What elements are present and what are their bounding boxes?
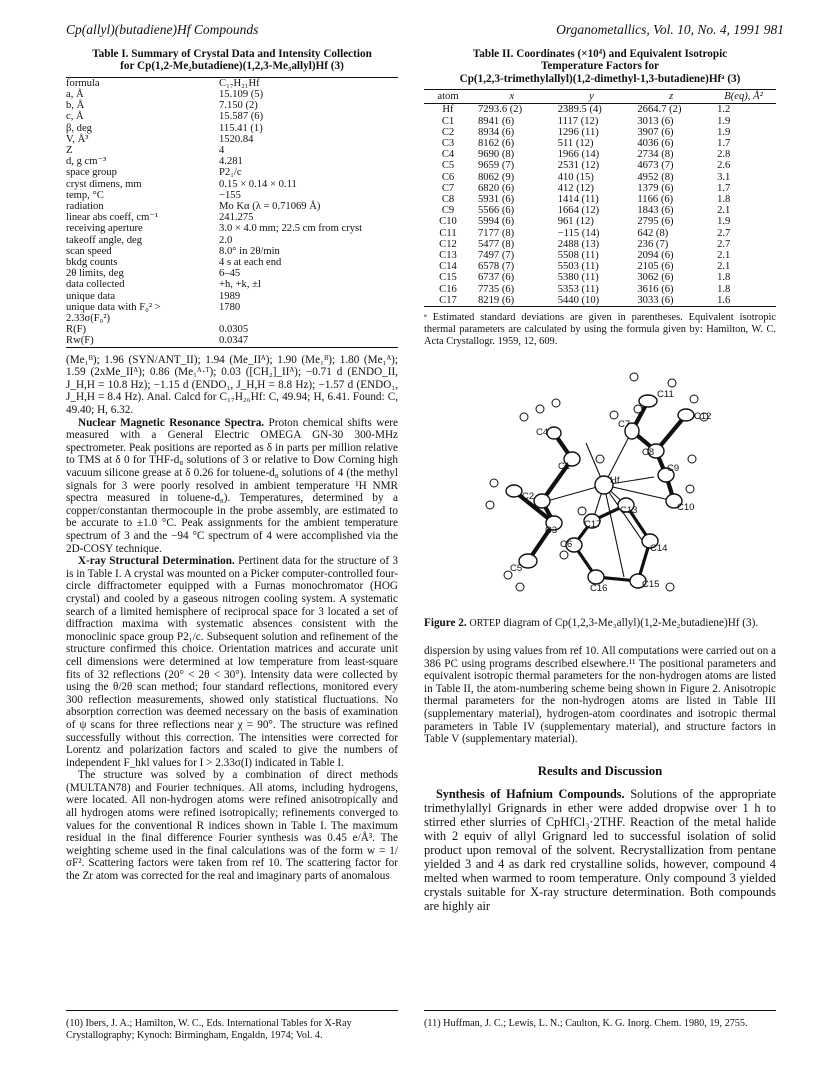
table2-beq: 2.7 xyxy=(717,227,731,239)
atom-label-c17: C17 xyxy=(584,519,602,531)
table1-row xyxy=(66,89,398,100)
table2-x: 8941 (6) xyxy=(478,115,515,127)
table2-x: 9659 (7) xyxy=(478,160,515,172)
table2-caption-line1: Table II. Coordinates (×10⁴) and Equivalent Isotropic xyxy=(472,48,728,60)
table1-value: 4.281 xyxy=(219,156,243,168)
figure2-caption-text: diagram of Cp(1,2,3-Me₃allyl)(1,2-Me₂butadiene)Hf (3). xyxy=(503,617,759,630)
table2-row xyxy=(424,228,776,239)
table2-beq: 1.8 xyxy=(717,283,731,295)
xray-heading: X-ray Structural Determination. xyxy=(78,555,235,568)
table1-row xyxy=(66,246,398,257)
table2-x: 7293.6 (2) xyxy=(478,104,523,116)
table2-caption-line2: Temperature Factors for xyxy=(540,60,660,73)
table2-y: 1296 (11) xyxy=(557,126,599,138)
table1-label: a, Å xyxy=(66,89,84,101)
table1-caption-line1: Table I. Summary of Crystal Data and Intensity Collection xyxy=(92,48,372,60)
table2-z: 4952 (8) xyxy=(637,171,674,183)
table2-atom: C8 xyxy=(441,194,455,206)
table2-x: 7177 (8) xyxy=(478,227,515,239)
synthesis-body: Solutions of the appropriate trimethylallyl Grignards in ether were added dropwise over 1 h to stirred ether slurries of CpHfCl₃·2THF. Reaction of the metal halide with 2 equiv of allyl Grignard led to successful isolation of solid product upon removal of the solvent. Recrystallization from pentane yielded 3 and 4 as dark red crystalline solids, however, compound 4 melted when warmed to room temperature. Only compound 3 yielded crystals suitable for X-ray structure determination. Both compounds are highly air xyxy=(424,786,776,913)
table1-row xyxy=(66,235,398,246)
table2-atom: C4 xyxy=(441,149,455,161)
table2-beq: 1.9 xyxy=(717,126,731,138)
table1-row xyxy=(66,324,398,335)
table2-z: 642 (8) xyxy=(637,227,669,239)
table1-row xyxy=(66,179,398,190)
table2-atom: C3 xyxy=(441,138,455,150)
table2-x: 7735 (6) xyxy=(478,283,515,295)
table1-row xyxy=(66,268,398,279)
table1-row xyxy=(66,257,398,268)
table1-label: 2θ limits, deg xyxy=(66,268,124,280)
table2-x: 8934 (6) xyxy=(478,126,515,138)
table2-caption-line3: Cp(1,2,3-trimethylallyl)(1,2-dimethyl-1,3-butadiene)Hfᵃ (3) xyxy=(459,72,741,85)
table2-beq: 2.1 xyxy=(717,205,731,217)
table2-atom: C2 xyxy=(441,126,455,138)
table2-y: 1664 (12) xyxy=(557,205,600,217)
table2-header-y: y xyxy=(552,90,632,104)
table2-row xyxy=(424,172,776,183)
table1-row xyxy=(66,167,398,178)
atom-label-c4: C4 xyxy=(536,427,549,439)
table1-label: R(F) xyxy=(66,324,87,336)
table2-y: 1966 (14) xyxy=(557,149,600,161)
table1-value: 0.0347 xyxy=(219,335,249,347)
atom-label-c5: C5 xyxy=(510,563,523,575)
table2-x: 8062 (9) xyxy=(478,171,515,183)
dispersion-paragraph: dispersion by using values from ref 10. All computations were carried out on a 386 PC using programs described elsewhere.¹¹ The positional parameters and equivalent isotropic thermal parameters for the non-hydrogen atoms are listed in Table II, the atom-numbering scheme being shown in Figure 2. Anisotropic thermal parameters for the non-hydrogen atoms are listed in Table III (supplementary material), hydrogen-atom coordinates and isotropic thermal parameters in Table IV (supplementary material), and structure factors in Table V (supplementary material). xyxy=(424,645,776,746)
table1-row xyxy=(66,77,398,89)
table2-y: 1414 (11) xyxy=(557,194,599,206)
table2-atom: C17 xyxy=(439,294,457,306)
table2-row xyxy=(424,183,776,194)
atom-label-c8: C8 xyxy=(642,447,655,459)
table2-row xyxy=(424,149,776,160)
table1-row xyxy=(66,134,398,145)
table2-z: 3616 (6) xyxy=(637,283,674,295)
table2-beq: 3.1 xyxy=(717,171,731,183)
table1-value: 15.109 (5) xyxy=(219,89,264,101)
table2-header-beq: B(eq), Å² xyxy=(711,90,776,104)
table1-row xyxy=(66,201,398,212)
table2-y: 961 (12) xyxy=(557,216,594,228)
atom-label-c7: C7 xyxy=(618,419,631,431)
table2-z: 4036 (6) xyxy=(637,138,674,150)
table2-x: 9690 (8) xyxy=(478,149,515,161)
table2-beq: 1.6 xyxy=(717,294,731,306)
table2-y: 410 (15) xyxy=(557,171,594,183)
table2-y: 5440 (10) xyxy=(557,294,600,306)
table1-label: β, deg xyxy=(66,122,92,134)
table2-row xyxy=(424,250,776,261)
nmr-paragraph xyxy=(66,417,398,556)
table1-row xyxy=(66,190,398,201)
table1-caption xyxy=(66,48,398,73)
table2-z: 4673 (7) xyxy=(637,160,674,172)
table2-beq: 1.7 xyxy=(717,138,731,150)
table1-value: 0.15 × 0.14 × 0.11 xyxy=(219,178,297,190)
table1-label: Z xyxy=(66,145,73,157)
right-column xyxy=(424,48,776,913)
table1-value: 7.150 (2) xyxy=(219,100,258,112)
table1-row xyxy=(66,302,398,313)
table2-header-atom: atom xyxy=(424,90,472,104)
table2-atom: C9 xyxy=(441,205,455,217)
atom-label-c12: C12 xyxy=(694,411,712,423)
nmr-body: Proton chemical shifts were measured with a General Electric OMEGA GN-30 300-MHz spectrometer. Peak positions are reported as δ in parts per million relative to TMS at δ 0 for THF-d₈ solutions of 3 or relative to Dow Corning high vacuum silicone grease at δ 0.26 for toluene-d₈ solutions of 4 (the methyl signals for 3 were poorly resolved in ambient temperature ¹H NMR spectra measured in toluene-d₈). Temperatures, determined by a copper/constantan thermocouple in the probe assembly, are estimated to be accurate to ±1.0 °C. Peak assignments for the ambient temperature spectrum of 3 and the −94 °C spectrum of 4 were accomplished via the 2D-COSY technique. xyxy=(66,416,398,555)
table2-x: 8162 (6) xyxy=(478,138,515,150)
table1-row xyxy=(66,123,398,134)
table2-y: 2389.5 (4) xyxy=(557,104,602,116)
table2-footnote: ᵃ Estimated standard deviations are given in parentheses. Equivalent isotropic thermal parameters are calculated by using the formula given by: Hamilton, W. C. Acta Crystallogr. 1959, 12, 609. xyxy=(424,312,776,347)
table2-y: 5380 (11) xyxy=(557,272,599,284)
table2-y: 1117 (12) xyxy=(557,115,599,127)
table2-x: 6820 (6) xyxy=(478,182,515,194)
table2-beq: 2.8 xyxy=(717,149,731,161)
figure2-caption xyxy=(424,617,776,631)
table1-label: takeoff angle, deg xyxy=(66,234,142,246)
footnote-rule-right xyxy=(424,1010,776,1011)
atom-label-hf: Hf xyxy=(610,475,620,487)
table2-x: 5994 (6) xyxy=(478,216,515,228)
table2-caption xyxy=(424,48,776,85)
table1-value: 3.0 × 4.0 mm; 22.5 cm from cryst xyxy=(219,223,363,235)
table2-atom: Hf xyxy=(442,104,454,116)
table1-value: 8.0° in 2θ/min xyxy=(219,245,280,257)
table1-row xyxy=(66,100,398,111)
table1-caption-line2: for Cp(1,2-Me₂butadiene)(1,2,3-Me₃allyl)Hf (3) xyxy=(120,60,344,73)
table2-x: 8219 (6) xyxy=(478,294,515,306)
table2-z: 2734 (8) xyxy=(637,149,674,161)
table1-label: data collected xyxy=(66,279,125,291)
table1-label: b, Å xyxy=(66,100,85,112)
atom-label-c1: C1 xyxy=(558,461,571,473)
table1-value: +h, +k, ±l xyxy=(219,279,261,291)
table1-value: P2₁/c xyxy=(219,167,242,179)
table2-row xyxy=(424,216,776,227)
table2-header-z: z xyxy=(631,90,711,104)
table1-value: 1780 xyxy=(219,301,241,313)
table1-value: 6–45 xyxy=(219,268,241,280)
table1-label: radiation xyxy=(66,201,104,213)
table2-y: 2488 (13) xyxy=(557,238,600,250)
table2-atom: C6 xyxy=(441,171,455,183)
table2-row xyxy=(424,127,776,138)
table2-beq: 1.9 xyxy=(717,216,731,228)
table2-row xyxy=(424,295,776,307)
table2-atom: C12 xyxy=(439,238,457,250)
table2-row xyxy=(424,239,776,250)
table1-crystal-data xyxy=(66,77,398,348)
table1-value: Mo Kα (λ = 0.71069 Å) xyxy=(219,201,321,213)
table1-label: 2.33σ(F₀²) xyxy=(66,313,111,325)
table2-atom: C13 xyxy=(439,250,457,262)
table1-value: 241.275 xyxy=(219,212,254,224)
running-header-left: Cp(allyl)(butadiene)Hf Compounds xyxy=(66,22,259,37)
table2-row xyxy=(424,261,776,272)
nmr-heading: Nuclear Magnetic Resonance Spectra. xyxy=(78,416,265,429)
table1-label: V, Å³ xyxy=(66,133,89,145)
table2-z: 2795 (6) xyxy=(637,216,674,228)
table2-z: 2664.7 (2) xyxy=(637,104,682,116)
table2-z: 1379 (6) xyxy=(637,182,674,194)
table2-z: 236 (7) xyxy=(637,238,669,250)
table2-y: 5503 (11) xyxy=(557,261,599,273)
table2-x: 5477 (8) xyxy=(478,238,515,250)
table2-beq: 2.1 xyxy=(717,261,731,273)
table2-y: 5508 (11) xyxy=(557,250,599,262)
table2-header-x: x xyxy=(472,90,552,104)
xray-body: Pertinent data for the structure of 3 is in Table I. A crystal was mounted on a Picker computer-controlled four-circle diffractometer equipped with a Furnas monochromator (HOG crystal) and cooled by a gaseous nitrogen cooling system. A systematic search of a limited hemisphere of reciprocal space for 3 located a set of diffraction maxima with systematic absences consistent with the monoclinic space group P2₁/c. Subsequent solution and refinement of the structure confirmed this choice. Orientation matrices and accurate unit cell dimensions were determined at low temperature from least-square fits of 32 reflections (20° < 2θ < 30°). Intensity data were collected by using the θ/2θ scan method; four standard reflections, monitored every 300 reflection measurements, showed only statistical fluctuations. No absorption correction was deemed necessary on the basis of examination of ψ scans for three reflections near χ = 90°. The structure was refined successfully without this correction. The intensities were corrected for Lorentz and polarization factors and scaled to give the numbers of independent F_hkl values for I > 2.33σ(I) indicated in Table I. xyxy=(66,555,398,769)
synthesis-paragraph xyxy=(424,787,776,913)
table1-value: 115.41 (1) xyxy=(219,122,263,134)
atom-label-c14: C14 xyxy=(650,543,668,555)
table1-row xyxy=(66,279,398,290)
table1-value: 4 xyxy=(219,145,225,157)
table2-row xyxy=(424,205,776,216)
table2-x: 6737 (6) xyxy=(478,272,515,284)
table1-value: 1989 xyxy=(219,290,241,302)
atom-label-c15: C15 xyxy=(642,579,660,591)
table2-beq: 1.8 xyxy=(717,272,731,284)
table2-beq: 1.2 xyxy=(717,104,731,116)
table2-x: 7497 (7) xyxy=(478,250,515,262)
section-heading-results: Results and Discussion xyxy=(537,763,663,778)
table1-value: 15.587 (6) xyxy=(219,111,264,123)
table1-label: unique data xyxy=(66,290,116,302)
table2-beq: 2.1 xyxy=(717,250,731,262)
table2-y: 412 (12) xyxy=(557,182,594,194)
atom-label-c3: C3 xyxy=(545,525,558,537)
footnote-10: (10) Ibers, J. A.; Hamilton, W. C., Eds. International Tables for X-Ray Crystallography; Kynoch: Birmingham, Engaldn, 1974; Vol. 4. xyxy=(66,1018,352,1041)
table1-label: Rw(F) xyxy=(66,335,94,347)
table1-label: temp, °C xyxy=(66,189,104,201)
table2-x: 6578 (7) xyxy=(478,261,515,273)
table1-label: scan speed xyxy=(66,245,112,257)
table2-atom: C10 xyxy=(439,216,457,228)
table2-row xyxy=(424,272,776,283)
table1-row xyxy=(66,313,398,324)
table2-x: 5566 (6) xyxy=(478,205,515,217)
table2-atom: C14 xyxy=(439,261,457,273)
table1-label: bkdg counts xyxy=(66,257,118,269)
atom-label-c10: C10 xyxy=(677,502,695,514)
table1-label: c, Å xyxy=(66,111,84,123)
table2-atom: C15 xyxy=(439,272,457,284)
table1-value: 4 s at each end xyxy=(219,257,282,269)
table1-row xyxy=(66,156,398,167)
table1-value: 2.0 xyxy=(219,234,233,246)
ortep-diagram xyxy=(424,355,776,617)
table2-z: 3907 (6) xyxy=(637,126,674,138)
running-header-right: Organometallics, Vol. 10, No. 4, 1991 981 xyxy=(556,22,784,37)
table2-atom: C1 xyxy=(441,115,455,127)
atom-label-c6: C6 xyxy=(560,539,573,551)
table2-beq: 2.7 xyxy=(717,238,731,250)
table2-row xyxy=(424,284,776,295)
table1-label: unique data with F₀² > xyxy=(66,301,161,313)
table2-atom: C11 xyxy=(439,227,457,239)
table2-row xyxy=(424,104,776,116)
table1-label: space group xyxy=(66,167,117,179)
table1-label: receiving aperture xyxy=(66,223,143,235)
footnote-rule-left xyxy=(66,1010,398,1011)
table2-beq: 1.8 xyxy=(717,194,731,206)
table1-value: C₁₇H₂₁Hf xyxy=(219,77,260,89)
atom-label-c16: C16 xyxy=(590,583,608,595)
table1-row xyxy=(66,335,398,347)
atom-label-c9: C9 xyxy=(667,463,680,475)
table2-z: 3013 (6) xyxy=(637,115,674,127)
table2-row xyxy=(424,138,776,149)
table2-y: 511 (12) xyxy=(557,138,594,150)
left-column xyxy=(66,48,398,883)
atom-label-c2: C2 xyxy=(522,491,535,503)
table1-value: 1520.84 xyxy=(219,133,254,145)
table1-value: −155 xyxy=(219,189,241,201)
footnote-11: (11) Huffman, J. C.; Lewis, L. N.; Caulton, K. G. Inorg. Chem. 1980, 19, 2755. xyxy=(424,1018,748,1029)
nmr-data-paragraph: (Me₁ᴮ); 1.96 (SYN/ANT_II); 1.94 (Me_IIᴬ); 1.90 (Me₁ᴮ); 1.80 (Me₁ᴬ); 1.59 (2xMe_IIᴬ); 0.86 (Me₁ᴬ·ᵀ); 0.03 ([CH₂]_IIᴬ); −0.71 d (ENDO_II, J_H,H = 10.8 Hz); −1.15 d (ENDO₁, J_H,H = 8.8 Hz); −1.57 d (ENDO₁, J_H,H = 8.4 Hz). Anal. Calcd for C₁₇H₂₆Hf: C, 49.94; H, 6.41. Found: C, 49.40; H, 6.32. xyxy=(66,353,398,417)
table1-label: formula xyxy=(66,77,100,89)
figure2-ortep xyxy=(424,355,776,617)
table2-atom: C16 xyxy=(439,283,457,295)
table1-row xyxy=(66,291,398,302)
table2-y: 5353 (11) xyxy=(557,283,599,295)
table2-atom: C5 xyxy=(441,160,455,172)
table2-row xyxy=(424,194,776,205)
synthesis-heading: Synthesis of Hafnium Compounds. xyxy=(436,786,625,801)
atom-label-c13: C13 xyxy=(620,505,638,517)
table1-label: d, g cm⁻³ xyxy=(66,156,107,168)
table2-beq: 2.6 xyxy=(717,160,731,172)
table2-y: −115 (14) xyxy=(557,227,600,239)
table2-beq: 1.9 xyxy=(717,115,731,127)
table2-coordinates xyxy=(424,89,776,307)
solution-paragraph: The structure was solved by a combination of direct methods (MULTAN78) and Fourier techniques. All atoms, including hydrogens, were located. All non-hydrogen atoms were refined anisotropically and all hydrogen atoms were refined isotropically; refinements converged to values for the conventional R indices shown in Table I. The maximum residual in the final difference Fourier synthesis was 0.45 e/Å³. The weighting scheme used in the final calculations was of the form w = 1/σF². Scattering factors were taken from ref 10. The scattering factor for the Zr atom was corrected for the real and imaginary parts of anomalous xyxy=(66,769,398,883)
table2-y: 2531 (12) xyxy=(557,160,600,172)
table2-z: 1843 (6) xyxy=(637,205,674,217)
table2-z: 2105 (6) xyxy=(637,261,674,273)
xray-paragraph xyxy=(66,555,398,769)
table1-row xyxy=(66,111,398,122)
figure2-ortep-word: ORTEP xyxy=(469,618,501,630)
atom-label-c11: C11 xyxy=(657,389,674,401)
table2-z: 1166 (6) xyxy=(637,194,674,206)
table1-label: linear abs coeff, cm⁻¹ xyxy=(66,212,159,224)
table2-row xyxy=(424,160,776,171)
table1-row xyxy=(66,212,398,223)
table2-z: 3062 (6) xyxy=(637,272,674,284)
table2-z: 3033 (6) xyxy=(637,294,674,306)
table2-beq: 1.7 xyxy=(717,182,731,194)
table2-z: 2094 (6) xyxy=(637,250,674,262)
table2-x: 5931 (6) xyxy=(478,194,515,206)
table2-atom: C7 xyxy=(441,182,455,194)
table1-value: 0.0305 xyxy=(219,324,249,336)
table1-row xyxy=(66,223,398,234)
table1-row xyxy=(66,145,398,156)
table2-row xyxy=(424,116,776,127)
table1-label: cryst dimens, mm xyxy=(66,178,142,190)
table1-value xyxy=(219,313,398,324)
figure2-label: Figure 2. xyxy=(424,617,467,630)
